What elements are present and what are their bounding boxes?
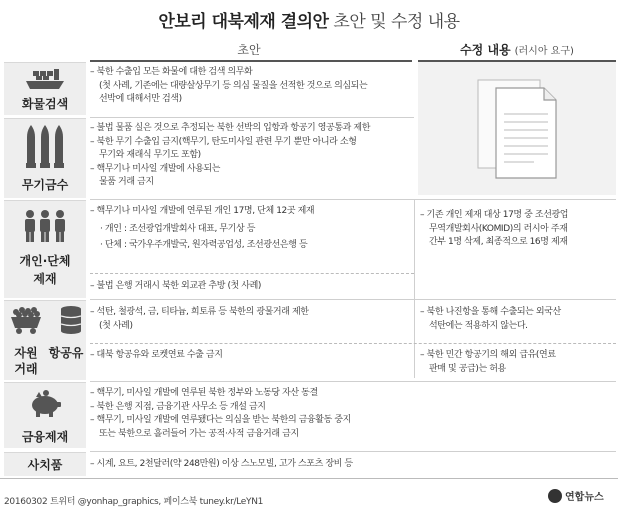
row-divider <box>90 451 616 452</box>
cell-resources-revision-b <box>420 349 616 376</box>
cell-resources-draft-a <box>90 306 412 333</box>
text-line: 무기와 재래식 무기도 포함) <box>99 150 201 160</box>
row-label-finance <box>4 382 86 448</box>
people-icon <box>23 209 67 243</box>
text-line: – 불법 물품 실은 것으로 추정되는 북한 선박의 입항과 항공기 영공통과 제한 <box>90 123 370 133</box>
text-line: – 북한 무기 수출입 금지(핵무기, 탄도미사일 관련 무기 뿐만 아니라 소형 <box>90 136 357 147</box>
cell-people-draft-b <box>90 280 412 294</box>
row-label-people-text-2: 제재 <box>33 272 57 286</box>
header-revision-title: 수정 내용 <box>460 42 511 57</box>
text-line: 무역개발회사(KOMID)의 러시아 주재 <box>429 223 568 234</box>
text-line: – 대북 항공유와 로켓연료 수출 금지 <box>90 350 223 360</box>
revision-placeholder-bg <box>418 62 616 195</box>
cell-finance-draft <box>90 387 420 441</box>
text-line: 선박에 대해서만 검색) <box>99 94 182 104</box>
cell-cargo-draft <box>90 66 412 107</box>
row-label-resources-text-1: 자원 <box>14 346 38 360</box>
row-divider <box>90 299 616 300</box>
row-label-arms-text: 무기금수 <box>21 178 69 192</box>
coal-cart-icon <box>8 307 44 335</box>
missiles-icon <box>25 123 65 171</box>
title-bold: 안보리 대북제재 결의안 <box>158 12 329 32</box>
document-icon <box>474 74 564 184</box>
header-revision-sub: (러시아 요구) <box>514 45 574 57</box>
text-line: – 기존 개인 제재 대상 17명 중 조선광업 <box>420 210 569 220</box>
text-line: – 불법 은행 거래시 북한 외교관 추방 (첫 사례) <box>90 281 262 291</box>
row-subdivider <box>90 273 414 274</box>
piggy-bank-icon <box>28 389 62 417</box>
text-line: – 핵무기, 미사일 개발에 연루됐다는 의심을 받는 북한의 금융활동 중지 <box>90 415 351 425</box>
header-revision <box>418 38 616 60</box>
cell-resources-revision-a <box>420 306 616 333</box>
text-line: (첫 사례) <box>99 320 133 331</box>
row-divider <box>90 117 414 118</box>
cell-people-draft-a <box>90 205 412 253</box>
cell-luxury-draft <box>90 458 412 472</box>
text-line: – 핵무기나 미사일 개발에 사용되는 <box>90 163 221 174</box>
row-label-people-text-1: 개인·단체 <box>19 254 71 268</box>
text-line: 또는 북한으로 흘러들어 가는 공적·사적 금융거래 금지 <box>99 428 299 439</box>
text-line: (첫 사례, 기존에는 대량살상무기 등 의심 물질을 선적한 것으로 의심되는 <box>99 80 368 91</box>
row-label-cargo <box>4 62 86 115</box>
text-line: 물품 거래 금지 <box>99 177 154 187</box>
title-light: 초안 및 수정 내용 <box>333 12 460 32</box>
text-line: 석탄에는 적용하지 않는다. <box>429 320 528 331</box>
logo-text: 연합뉴스 <box>565 492 604 503</box>
row-label-resources <box>4 300 86 380</box>
text-line: – 석탄, 철광석, 금, 티타늄, 희토류 등 북한의 광물거래 제한 <box>90 307 309 317</box>
text-line: · 단체 : 국가우주개발국, 원자력공업성, 조선광선은행 등 <box>100 240 308 250</box>
text-line: – 핵무기, 미사일 개발에 연루된 북한 정부와 노동당 자산 동결 <box>90 388 318 398</box>
header-draft: 초안 <box>237 42 261 57</box>
row-label-cargo-text: 화물검색 <box>21 97 69 111</box>
footer-rule <box>0 478 618 479</box>
text-line: · 개인 : 조선광업개발회사 대표, 무기상 등 <box>100 223 256 234</box>
row-label-luxury-text: 사치품 <box>27 458 63 472</box>
text-line: – 북한 민간 항공기의 해외 급유(연료 <box>420 350 556 360</box>
cell-resources-draft-b <box>90 349 412 363</box>
text-line: – 핵무기나 미사일 개발에 연루된 개인 17명, 단체 12곳 제재 <box>90 206 315 216</box>
page-title <box>0 7 618 32</box>
text-line: 판매 및 공급)는 허용 <box>429 363 506 374</box>
row-divider <box>90 199 616 200</box>
oil-barrel-icon <box>60 305 82 335</box>
row-label-fuel-text: 항공유 <box>48 346 84 360</box>
footer-credit: 20160302 트위터 @yonhap_graphics, 페이스북 tuney.kr/LeYN1 <box>4 497 264 507</box>
row-label-people <box>4 200 86 298</box>
row-label-resources-text-2: 거래 <box>14 362 38 376</box>
cell-people-revision <box>420 209 616 250</box>
row-divider <box>90 381 616 382</box>
text-line: – 북한 은행 지점, 금융기관 사무소 등 개설 금지 <box>90 401 266 412</box>
text-line: 간부 1명 삭제, 최종적으로 16명 제재 <box>429 237 568 247</box>
row-label-finance-text: 금융제재 <box>21 430 69 444</box>
column-separator <box>414 200 415 378</box>
row-label-luxury <box>4 452 86 476</box>
row-subdivider <box>90 343 616 344</box>
text-line: – 북한 수출입 모든 화물에 대한 검색 의무화 <box>90 67 253 77</box>
text-line: – 북한 나진항을 통해 수출되는 외국산 <box>420 307 561 317</box>
row-label-arms <box>4 118 86 198</box>
header-rule-draft <box>90 60 412 62</box>
cell-arms-draft <box>90 122 412 190</box>
logo-mark-icon <box>548 489 562 503</box>
text-line: – 시계, 요트, 2천달러(약 248만원) 이상 스노모빌, 고가 스포츠 장비 등 <box>90 459 353 469</box>
cargo-ship-icon <box>25 69 65 91</box>
publisher-logo <box>548 488 604 503</box>
